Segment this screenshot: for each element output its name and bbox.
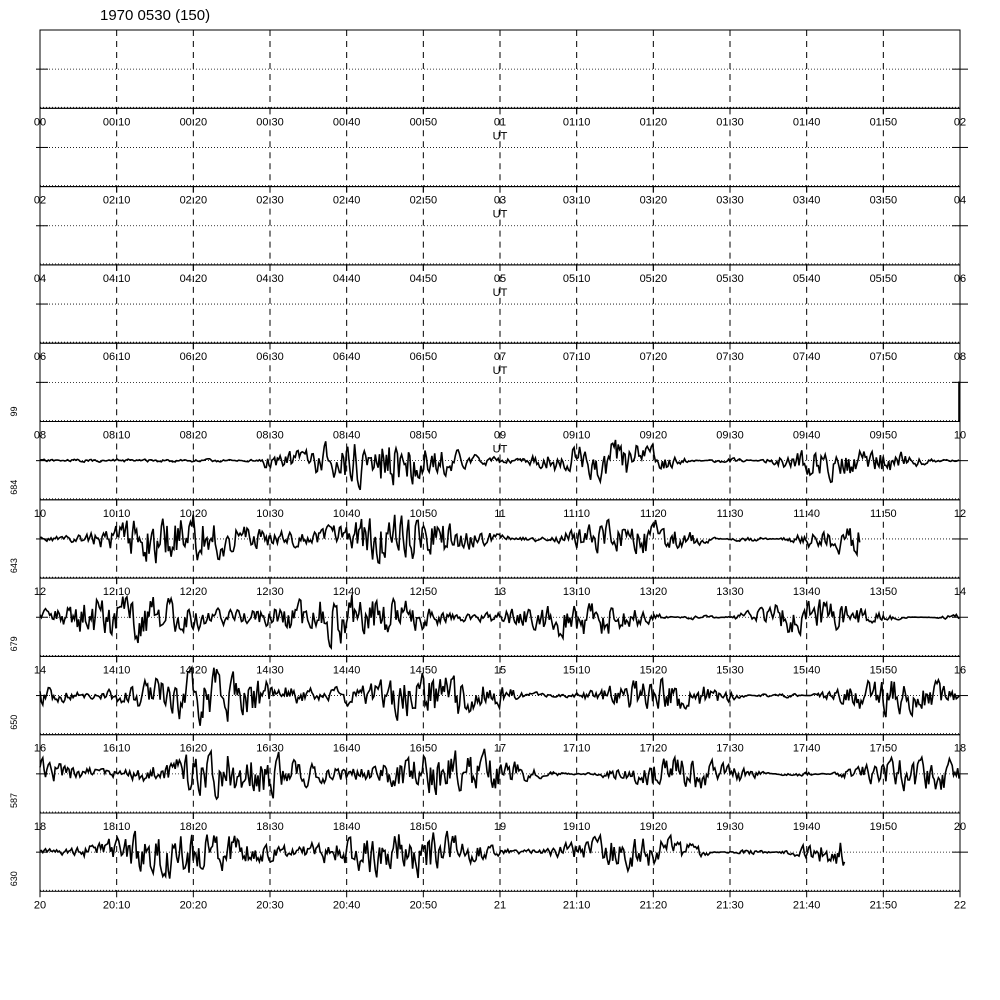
tick-label: 10:30 (256, 507, 284, 520)
tick-label: 19:50 (869, 821, 898, 833)
station-label: 679 (9, 636, 19, 652)
tick-label: 10:40 (332, 507, 361, 520)
tick-label: 07:20 (639, 351, 668, 364)
tick-label: 01 (493, 116, 507, 129)
tick-label: 17:20 (639, 742, 668, 755)
tick-label: 09:20 (639, 429, 668, 442)
tick-label: 11:30 (716, 507, 744, 520)
tick-label: 07:10 (562, 351, 591, 364)
tick-label: 12:20 (179, 586, 208, 599)
tick-label: 03:20 (639, 194, 668, 207)
tick-label: 04:50 (409, 272, 438, 285)
tick-label: 08:30 (256, 429, 284, 442)
tick-label: 12:50 (409, 586, 438, 599)
tick-label: 18:10 (102, 821, 131, 833)
tick-label: 11:50 (869, 507, 897, 520)
tick-label: 15 (493, 664, 507, 677)
station-label: 587 (9, 792, 19, 808)
tick-label: 08:20 (179, 429, 208, 442)
tick-label: 05:10 (562, 272, 591, 285)
tick-label: 17 (493, 742, 507, 755)
tick-label: 11:20 (639, 507, 667, 520)
tick-label: 21:40 (792, 899, 821, 912)
tick-label: 03 (493, 194, 507, 207)
tick-label: 13:40 (792, 586, 821, 599)
tick-label: 10:10 (102, 507, 131, 520)
tick-label: 13:10 (562, 586, 591, 599)
tick-label: 16:50 (409, 742, 438, 755)
tick-label: 06:50 (409, 351, 438, 364)
tick-label: 14 (953, 586, 967, 599)
tick-label: 15:50 (869, 664, 898, 677)
tick-label: 20:10 (102, 899, 131, 912)
tick-label: 08:50 (409, 429, 438, 442)
tick-label: 14:30 (256, 664, 284, 677)
tick-label: 22 (953, 899, 967, 912)
tick-label: 05 (493, 272, 507, 285)
tick-label: 00:50 (409, 116, 438, 129)
tick-label: 00 (33, 116, 47, 129)
tick-label: 21:20 (639, 899, 668, 912)
tick-label: 16:20 (179, 742, 208, 755)
tick-label: 19:30 (716, 821, 744, 833)
tick-label: 19:20 (639, 821, 668, 833)
tick-label: 07:30 (716, 351, 744, 364)
tick-label: 12:40 (332, 586, 361, 599)
tick-label: 00:20 (179, 116, 208, 129)
tick-label: 04 (953, 194, 967, 207)
tick-label: 21:30 (716, 899, 744, 912)
tick-label: 01:50 (869, 116, 898, 129)
tick-label: 09:50 (869, 429, 898, 442)
tick-label: 04:40 (332, 272, 361, 285)
tick-label: 10:50 (409, 507, 438, 520)
series-trace (40, 831, 845, 879)
tick-label: 10:20 (179, 507, 208, 520)
tick-label: 10 (953, 429, 967, 442)
tick-label: 16 (33, 742, 47, 755)
tick-label: 17:10 (562, 742, 591, 755)
tick-label: 12 (953, 507, 967, 520)
station-label: 684 (9, 479, 19, 495)
tick-label: 04 (33, 272, 47, 285)
tick-label: 11:40 (793, 507, 821, 520)
tick-label: 19:40 (792, 821, 821, 833)
tick-label: 07 (493, 351, 507, 364)
tick-label: 12 (33, 586, 47, 599)
tick-label: 09:10 (562, 429, 591, 442)
tick-label: 15:30 (716, 664, 744, 677)
tick-label: 01:30 (716, 116, 744, 129)
tick-label: 19 (493, 821, 507, 833)
tick-label: 03:40 (792, 194, 821, 207)
tick-label: 14:10 (102, 664, 131, 677)
tick-label: 08:10 (102, 429, 131, 442)
tick-label: 01:40 (792, 116, 821, 129)
tick-label: 02:50 (409, 194, 438, 207)
tick-label: 06 (953, 272, 967, 285)
tick-label: 11:10 (563, 507, 591, 520)
tick-label: 16:10 (102, 742, 131, 755)
tick-label: 17:50 (869, 742, 898, 755)
tick-label: 16:40 (332, 742, 361, 755)
tick-label: 20:40 (332, 899, 361, 912)
tick-label: 01:10 (562, 116, 591, 129)
tick-label: 06:20 (179, 351, 208, 364)
tick-label: 04:10 (102, 272, 131, 285)
tick-label: 15:10 (562, 664, 591, 677)
tick-label: 19:10 (562, 821, 591, 833)
tick-label: 03:10 (562, 194, 591, 207)
tick-label: 05:30 (716, 272, 744, 285)
tick-label: 15:40 (792, 664, 821, 677)
tick-label: 21 (493, 899, 507, 912)
tick-label: 20:50 (409, 899, 438, 912)
axis-label-ut: UT (492, 208, 508, 221)
tick-label: 18:50 (409, 821, 438, 833)
tick-label: 12:30 (256, 586, 284, 599)
tick-label: 04:20 (179, 272, 208, 285)
panels-group (9, 30, 968, 911)
tick-label: 20 (953, 821, 967, 833)
tick-label: 09:30 (716, 429, 744, 442)
tick-label: 02:10 (102, 194, 131, 207)
tick-label: 05:40 (792, 272, 821, 285)
tick-label: 04:30 (256, 272, 284, 285)
tick-label: 18:30 (256, 821, 284, 833)
axis-label-ut: UT (492, 130, 508, 143)
tick-label: 03:30 (716, 194, 744, 207)
tick-label: 01:20 (639, 116, 668, 129)
tick-label: 20:20 (179, 899, 208, 912)
tick-label: 02 (33, 194, 47, 207)
tick-label: 00:30 (256, 116, 284, 129)
tick-label: 18 (33, 821, 47, 833)
tick-label: 00:10 (102, 116, 131, 129)
tick-label: 06:40 (332, 351, 361, 364)
axis-label-ut: UT (492, 286, 508, 299)
tick-label: 06:10 (102, 351, 131, 364)
tick-label: 11 (494, 507, 506, 520)
tick-label: 13:50 (869, 586, 898, 599)
tick-label: 02:40 (332, 194, 361, 207)
tick-label: 09 (493, 429, 507, 442)
tick-label: 00:40 (332, 116, 361, 129)
tick-label: 14:20 (179, 664, 208, 677)
tick-label: 14 (33, 664, 47, 677)
tick-label: 08:40 (332, 429, 361, 442)
station-label: 99 (9, 406, 19, 417)
tick-label: 07:40 (792, 351, 821, 364)
tick-label: 05:20 (639, 272, 668, 285)
tick-label: 18:40 (332, 821, 361, 833)
tick-label: 07:50 (869, 351, 898, 364)
tick-label: 16 (953, 664, 967, 677)
tick-label: 10 (33, 507, 47, 520)
axis-label-ut: UT (492, 443, 508, 456)
tick-label: 08 (953, 351, 967, 364)
axis-label-ut: UT (492, 365, 508, 378)
tick-label: 18 (953, 742, 967, 755)
station-label: 630 (9, 871, 19, 887)
tick-label: 17:40 (792, 742, 821, 755)
tick-label: 13:30 (716, 586, 744, 599)
tick-label: 17:30 (716, 742, 744, 755)
tick-label: 18:20 (179, 821, 208, 833)
tick-label: 12:10 (102, 586, 131, 599)
station-label: 650 (9, 714, 19, 730)
tick-label: 14:40 (332, 664, 361, 677)
tick-label: 03:50 (869, 194, 898, 207)
tick-label: 20:30 (256, 899, 284, 912)
tick-label: 06:30 (256, 351, 284, 364)
tick-label: 05:50 (869, 272, 898, 285)
tick-label: 02:30 (256, 194, 284, 207)
tick-label: 13:20 (639, 586, 668, 599)
tick-label: 21:50 (869, 899, 898, 912)
tick-label: 16:30 (256, 742, 284, 755)
chart-title: 1970 0530 (150) (100, 7, 211, 24)
tick-label: 21:10 (562, 899, 591, 912)
tick-label: 06 (33, 351, 47, 364)
tick-label: 09:40 (792, 429, 821, 442)
tick-label: 08 (33, 429, 47, 442)
tick-label: 02:20 (179, 194, 208, 207)
tick-label: 13 (493, 586, 507, 599)
station-label: 643 (9, 558, 19, 574)
tick-label: 20 (33, 899, 47, 912)
tick-label: 15:20 (639, 664, 668, 677)
tick-label: 02 (953, 116, 967, 129)
tick-label: 14:50 (409, 664, 438, 677)
